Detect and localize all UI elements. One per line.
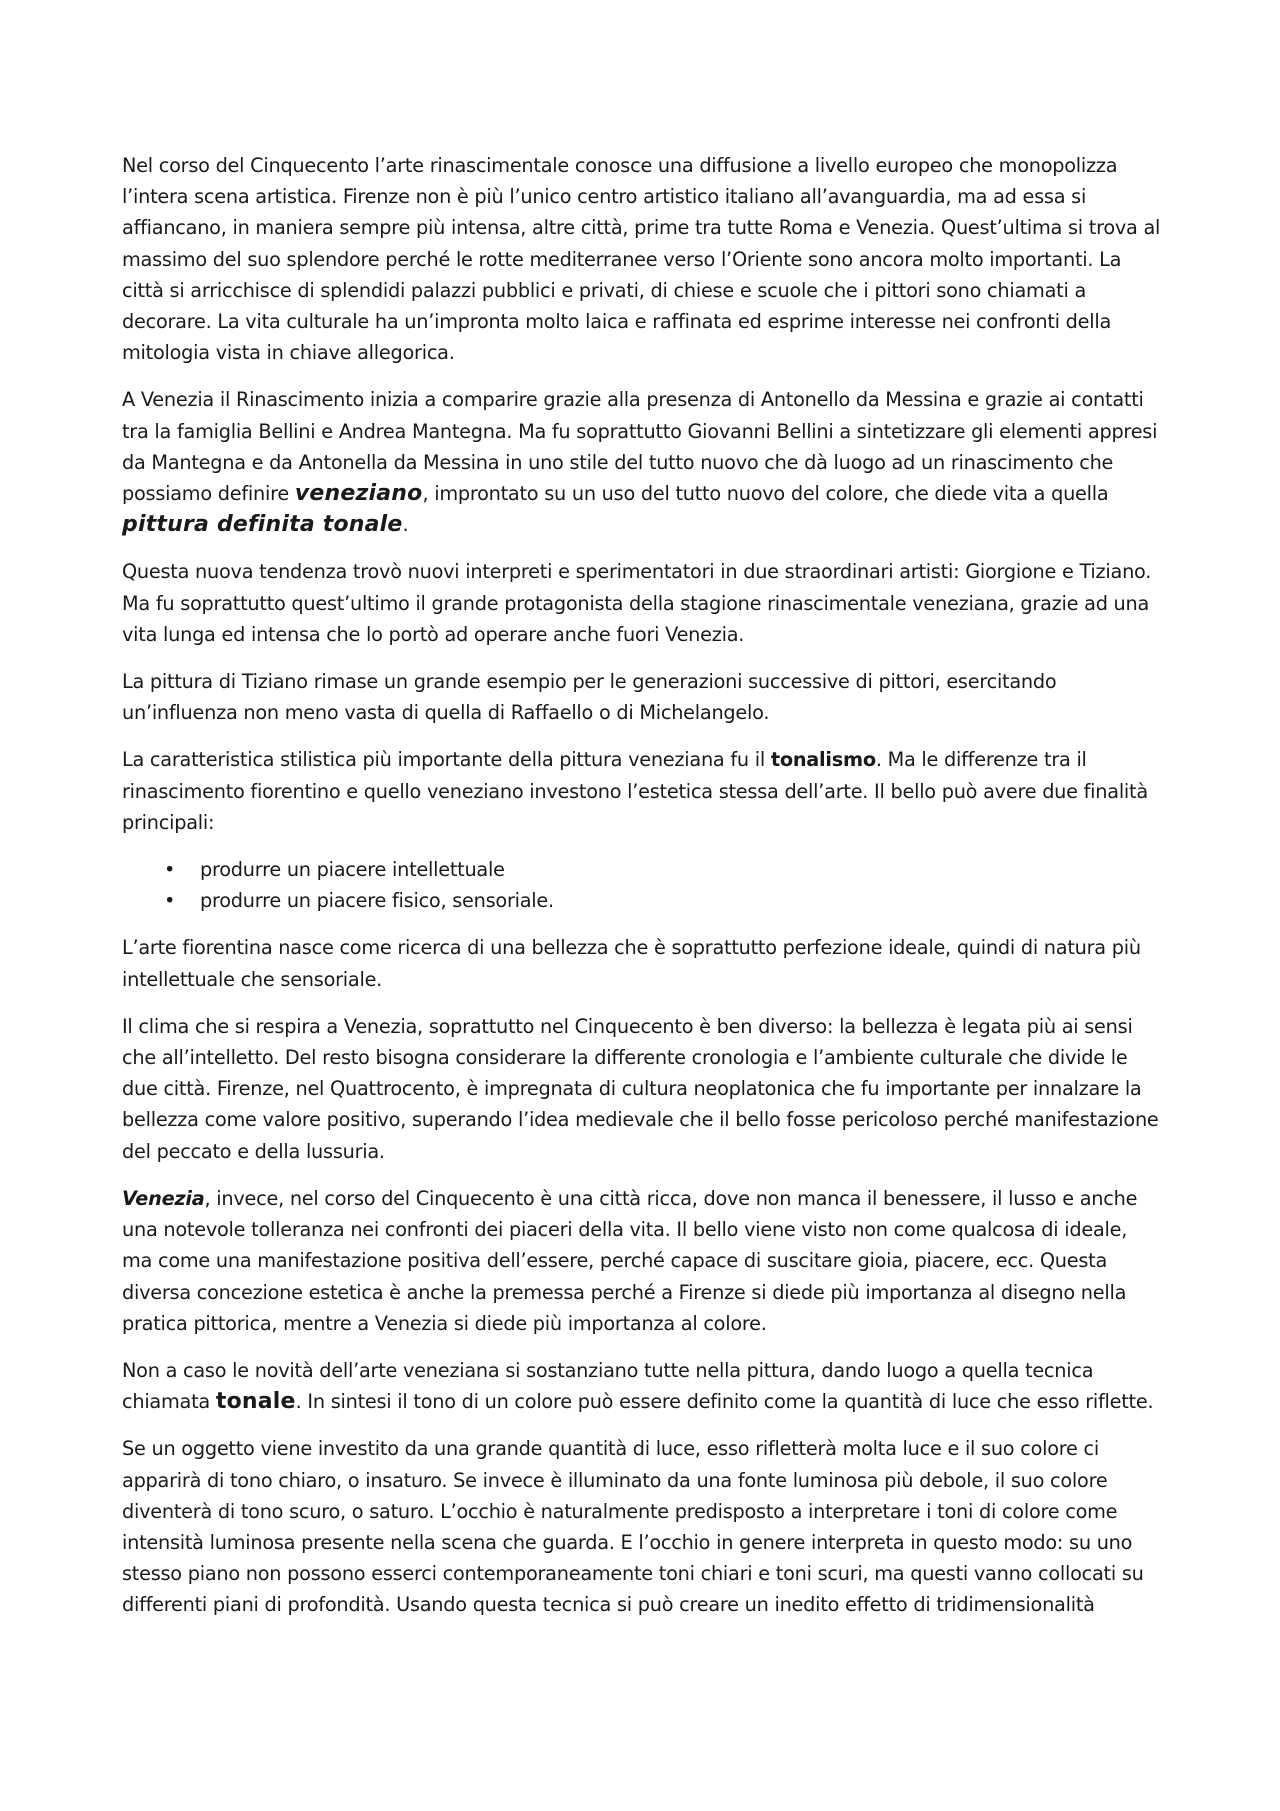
paragraph-1-text: Nel corso del Cinquecento l’arte rinascimentale conosce una diffusione a livello europeo che monopolizza l’intera scena artistica. Firenze non è più l’unico centro artistico italiano all’avanguardia, ma ad essa si affiancano, in maniera sempre più intensa, altre città, prime tra tutte Roma e Venezia. Quest’ultima si trova al massimo del suo splendore perché le rotte mediterranee verso l’Oriente sono ancora molto importanti. La città si arricchisce di splendidi palazzi pubblici e privati, di chiese e scuole che i pittori sono chiamati a decorare. La vita culturale ha un’impronta molto laica e raffinata ed esprime interesse nei confronti della mitologia vista in chiave allegorica. (122, 154, 1161, 365)
bold-tonalismo: tonalismo (770, 748, 876, 772)
paragraph-2 (122, 384, 1162, 540)
paragraph-3 (122, 556, 1162, 650)
paragraph-9-text-a: Non a caso le novità dell’arte veneziana si sostanziano tutte nella pittura, dando luogo a quella tecnica chiamata (122, 1358, 1094, 1414)
bullet-icon: • (164, 889, 176, 913)
paragraph-8 (122, 1183, 1162, 1339)
paragraph-10 (122, 1433, 1162, 1620)
emphasis-pittura-tonale: pittura definita tonale (122, 512, 403, 538)
list-item (122, 885, 1162, 916)
list-item-text: produrre un piacere intellettuale (200, 858, 505, 882)
bold-tonale: tonale (215, 1389, 296, 1415)
paragraph-3-text: Questa nuova tendenza trovò nuovi interpreti e sperimentatori in due straordinari artisti: Giorgione e Tiziano. Ma fu soprattutto quest’ultimo il grande protagonista della stagione rinascimentale veneziana, grazie ad una vita lunga ed intensa che lo portò ad operare anche fuori Venezia. (122, 560, 1152, 646)
bullet-list (122, 854, 1162, 916)
bullet-icon: • (164, 858, 176, 882)
paragraph-2-text-c: . (402, 513, 409, 537)
paragraph-10-text: Se un oggetto viene investito da una grande quantità di luce, esso rifletterà molta luce e il suo colore ci apparirà di tono chiaro, o insaturo. Se invece è illuminato da una fonte luminosa più debole, il suo colore diventerà di tono scuro, o saturo. L’occhio è naturalmente predisposto a interpretare i toni di colore come intensità luminosa presente nella scena che guarda. E l’occhio in genere interpreta in questo modo: su uno stesso piano non possono esserci contemporaneamente toni chiari e toni scuri, ma questi vanno collocati su differenti piani di profondità. Usando questa tecnica si può creare un inedito effetto di tridimensionalità (122, 1437, 1144, 1617)
paragraph-1 (122, 150, 1162, 368)
paragraph-9-text-b: . In sintesi il tono di un colore può essere definito come la quantità di luce che esso riflette. (295, 1390, 1154, 1414)
emphasis-veneziano: veneziano (294, 481, 423, 507)
paragraph-4-text: La pittura di Tiziano rimase un grande esempio per le generazioni successive di pittori, esercitando un’influenza non meno vasta di quella di Raffaello o di Michelangelo. (122, 670, 1057, 725)
paragraph-2-text-a: A Venezia il Rinascimento inizia a comparire grazie alla presenza di Antonello da Messina e grazie ai contatti tra la famiglia Bellini e Andrea Mantegna. Ma fu soprattutto Giovanni Bellini a sintetizzare gli elementi appresi da Mantegna e da Antonella da Messina in uno stile del tutto nuovo che dà luogo ad un rinascimento che possiamo definire (122, 388, 1158, 506)
paragraph-9 (122, 1355, 1162, 1417)
paragraph-6-text: L’arte fiorentina nasce come ricerca di una bellezza che è soprattutto perfezione ideale, quindi di natura più intellettuale che sensoriale. (122, 936, 1141, 991)
list-item-text: produrre un piacere fisico, sensoriale. (200, 889, 554, 913)
paragraph-4 (122, 666, 1162, 728)
paragraph-2-text-b: , improntato su un uso del tutto nuovo del colore, che diede vita a quella (422, 482, 1109, 506)
paragraph-7 (122, 1011, 1162, 1167)
list-item (122, 854, 1162, 885)
paragraph-5-text-b: . Ma le differenze tra il rinascimento fiorentino e quello veneziano investono l’estetica stessa dell’arte. Il bello può avere due finalità principali: (122, 748, 1148, 834)
document-body (122, 150, 1162, 1637)
emphasis-venezia: Venezia (122, 1186, 205, 1210)
paragraph-8-text: , invece, nel corso del Cinquecento è una città ricca, dove non manca il benessere, il lusso e anche una notevole tolleranza nei confronti dei piaceri della vita. Il bello viene visto non come qualcosa di ideale, ma come una manifestazione positiva dell’essere, perché capace di suscitare gioia, piacere, ecc. Questa diversa concezione estetica è anche la premessa perché a Firenze si diede più importanza al disegno nella pratica pittorica, mentre a Venezia si diede più importanza al colore. (122, 1186, 1138, 1335)
paragraph-5-text-a: La caratteristica stilistica più importante della pittura veneziana fu il (122, 748, 771, 772)
paragraph-7-text: Il clima che si respira a Venezia, soprattutto nel Cinquecento è ben diverso: la bellezza è legata più ai sensi che all’intelletto. Del resto bisogna considerare la differente cronologia e l’ambiente culturale che divide le due città. Firenze, nel Quattrocento, è impregnata di cultura neoplatonica che fu importante per innalzare la bellezza come valore positivo, superando l’idea medievale che il bello fosse pericoloso perché manifestazione del peccato e della lussuria. (122, 1014, 1159, 1163)
paragraph-5 (122, 744, 1162, 838)
paragraph-6 (122, 932, 1162, 994)
